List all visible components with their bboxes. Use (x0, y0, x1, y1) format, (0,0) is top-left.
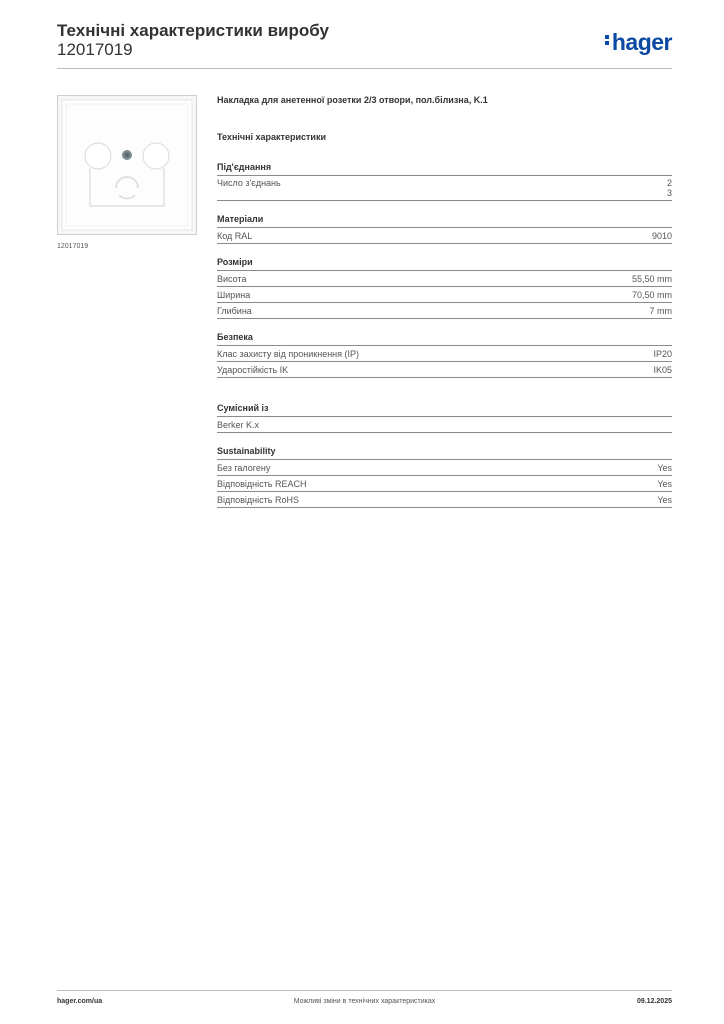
spec-heading: Технічні характеристики (217, 132, 326, 142)
spec-label: Berker K.x (217, 420, 260, 430)
spec-label: Число з'єднань (217, 178, 281, 188)
spec-row (217, 460, 672, 476)
section-title: Під'єднання (217, 161, 672, 176)
section-connections (217, 161, 672, 201)
spec-label: Код RAL (217, 231, 253, 241)
product-name: Накладка для анетенної розетки 2/3 отвори, пол.білизна, K.1 (217, 95, 488, 105)
spec-row (217, 287, 672, 303)
spec-value: 7 mm (649, 306, 672, 316)
header-divider (57, 68, 672, 69)
footer-date: 09.12.2025 (636, 998, 672, 1005)
spec-row (217, 476, 672, 492)
spec-label: Відповідність RoHS (217, 495, 299, 505)
spec-label: Відповідність REACH (217, 479, 307, 489)
product-code: 12017019 (57, 40, 133, 59)
spec-row (217, 228, 672, 244)
spec-label: Ударостійкість IK (217, 365, 289, 375)
section-title: Матеріали (217, 213, 672, 228)
spec-label: Клас захисту від проникнення (IP) (217, 349, 360, 359)
spec-label: Без галогену (217, 463, 271, 473)
spec-value: IP20 (653, 349, 672, 359)
footer-note: Можливі зміни в технічних характеристиках (293, 998, 436, 1005)
footer-divider (57, 990, 672, 991)
spec-value: Yes (657, 495, 672, 505)
footer-website-link[interactable]: hager.com/ua (57, 998, 103, 1005)
section-title: Sustainability (217, 445, 672, 460)
spec-row (217, 176, 672, 201)
spec-row (217, 362, 672, 378)
spec-value: Yes (657, 463, 672, 473)
section-safety (217, 331, 672, 378)
spec-value: 2 3 (666, 178, 672, 198)
section-compatible (217, 402, 672, 433)
section-title: Безпека (217, 331, 672, 346)
spec-value: 9010 (651, 231, 672, 241)
section-title: Розміри (217, 256, 672, 271)
logo-dots-icon (605, 33, 610, 47)
spec-row (217, 271, 672, 287)
spec-row (217, 417, 672, 433)
spec-label: Висота (217, 274, 247, 284)
section-dimensions (217, 256, 672, 319)
spec-label: Ширина (217, 290, 251, 300)
logo-text: hager (611, 29, 672, 55)
spec-value: IK05 (653, 365, 672, 375)
spec-row (217, 303, 672, 319)
image-caption: 12017019 (57, 243, 89, 250)
spec-label: Глибина (217, 306, 252, 316)
section-materials (217, 213, 672, 244)
spec-row (217, 346, 672, 362)
section-sustainability (217, 445, 672, 508)
spec-area (217, 94, 672, 520)
document-title: Технічні характеристики виробу (57, 21, 329, 40)
spec-value: 55,50 mm (631, 274, 672, 284)
spec-row (217, 492, 672, 508)
antenna-socket-cover-plate-icon (58, 96, 196, 234)
product-image (57, 95, 197, 235)
section-title: Сумісний із (217, 402, 672, 417)
spec-value: Yes (657, 479, 672, 489)
hager-logo (605, 28, 672, 56)
spec-value: 70,50 mm (631, 290, 672, 300)
